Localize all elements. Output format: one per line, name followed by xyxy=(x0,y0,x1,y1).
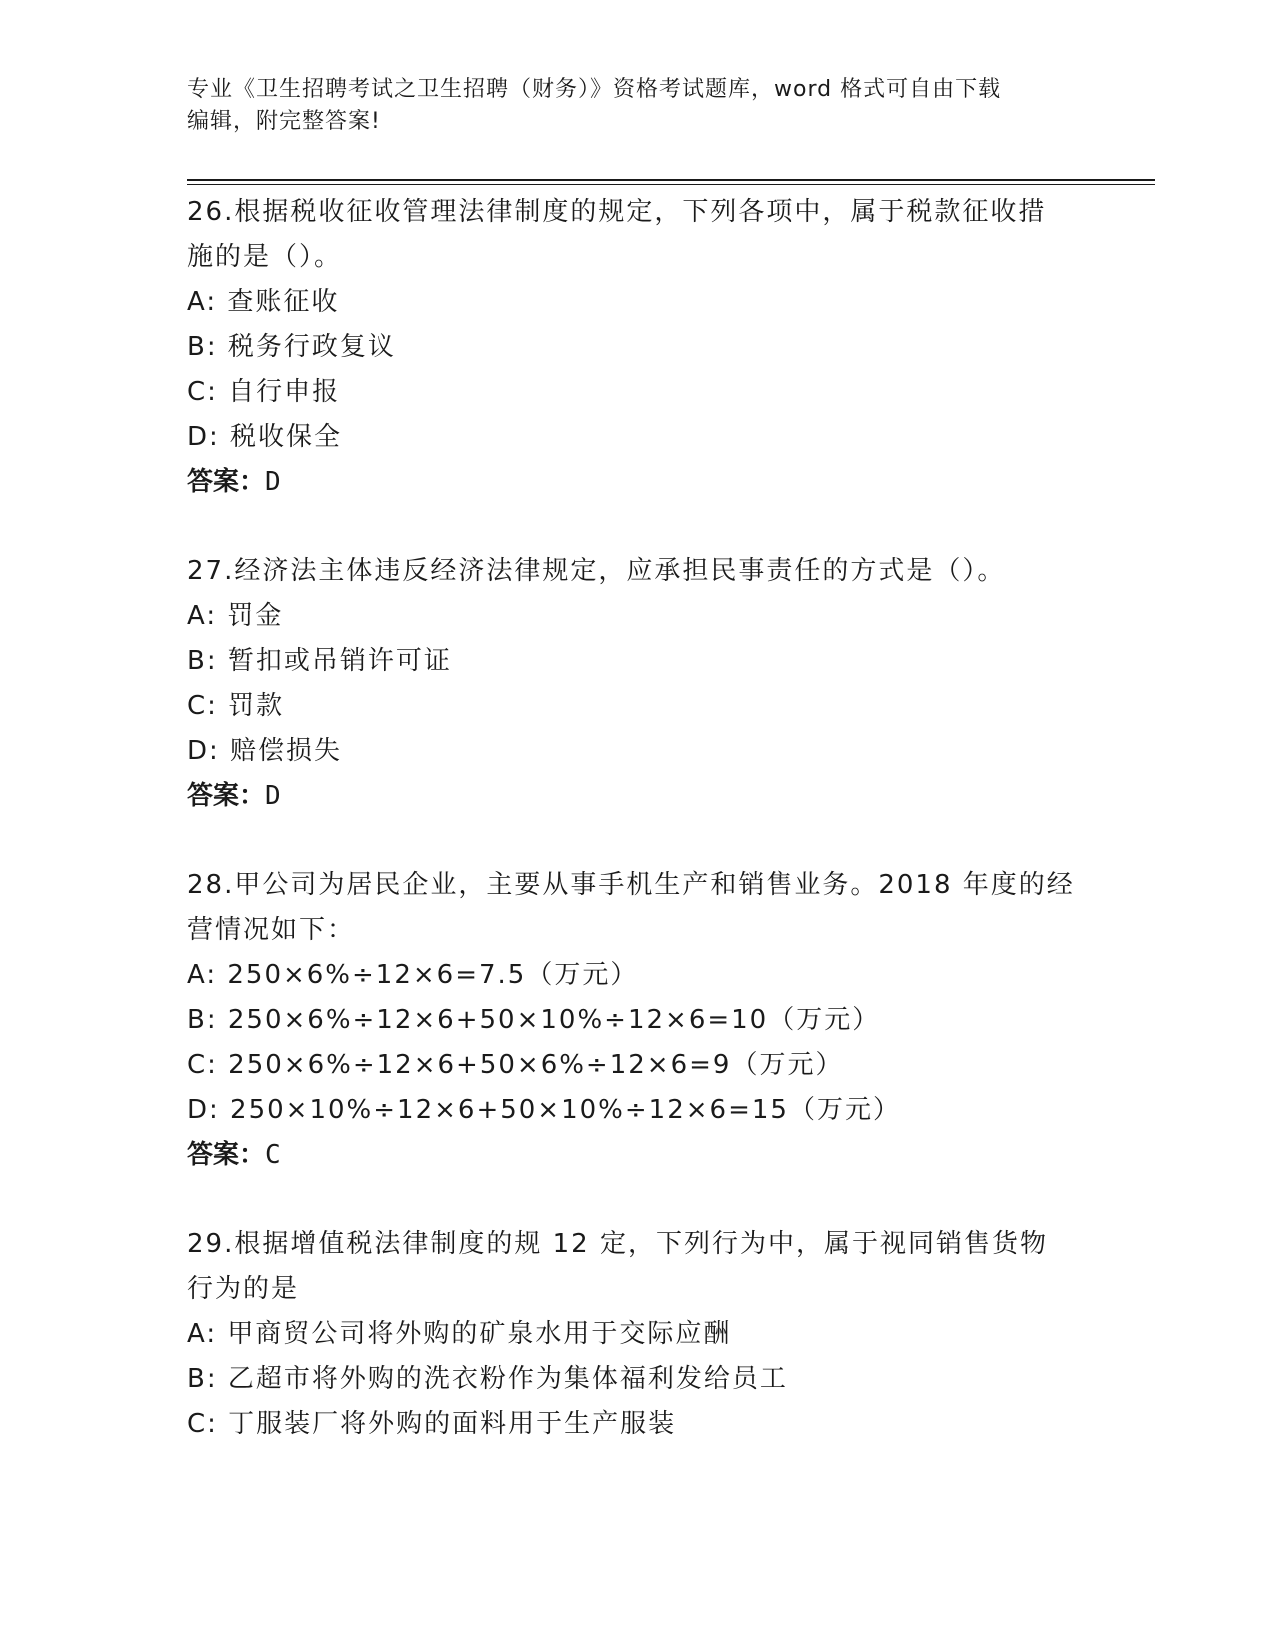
option-b: B: 乙超市将外购的洗衣粉作为集体福利发给员工 xyxy=(187,1364,788,1394)
answer-value: D xyxy=(265,781,281,811)
option-a: A: 罚金 xyxy=(187,601,284,631)
question-stem: 28.甲公司为居民企业，主要从事手机生产和销售业务。2018 年度的经 xyxy=(187,870,1075,900)
option-a: A: 甲商贸公司将外购的矿泉水用于交际应酬 xyxy=(187,1319,732,1349)
answer-value: D xyxy=(265,467,281,497)
option-a: A: 查账征收 xyxy=(187,287,340,317)
answer-line xyxy=(187,774,1087,819)
option-c: C: 丁服装厂将外购的面料用于生产服装 xyxy=(187,1409,677,1439)
option-d: D: 税收保全 xyxy=(187,422,343,452)
question-list xyxy=(187,190,1087,1491)
question-stem-continued: 行为的是 xyxy=(187,1274,300,1304)
answer-line xyxy=(187,1133,1087,1178)
question-29 xyxy=(187,1222,1087,1447)
option-c: C: 罚款 xyxy=(187,691,285,721)
option-d: D: 250×10%÷12×6+50×10%÷12×6=15（万元） xyxy=(187,1095,901,1125)
answer-value: C xyxy=(265,1140,281,1170)
header-line-2: 编辑，附完整答案! xyxy=(187,109,381,134)
option-b: B: 250×6%÷12×6+50×10%÷12×6=10（万元） xyxy=(187,1005,881,1035)
header-divider-thin xyxy=(187,184,1155,185)
answer-line xyxy=(187,460,1087,505)
answer-label: 答案： xyxy=(187,467,266,497)
header-divider-thick xyxy=(187,179,1155,181)
option-c: C: 250×6%÷12×6+50×6%÷12×6=9（万元） xyxy=(187,1050,844,1080)
question-28 xyxy=(187,863,1087,1178)
question-stem-continued: 营情况如下： xyxy=(187,915,356,945)
header-note xyxy=(187,74,1087,138)
question-stem: 29.根据增值税法律制度的规 12 定，下列行为中，属于视同销售货物 xyxy=(187,1229,1048,1259)
question-stem: 26.根据税收征收管理法律制度的规定，下列各项中，属于税款征收措 xyxy=(187,197,1047,227)
question-stem: 27.经济法主体违反经济法律规定，应承担民事责任的方式是（）。 xyxy=(187,556,1006,586)
option-d: D: 赔偿损失 xyxy=(187,736,343,766)
question-27 xyxy=(187,549,1087,819)
option-b: B: 税务行政复议 xyxy=(187,332,396,362)
answer-label: 答案： xyxy=(187,1140,266,1170)
answer-label: 答案： xyxy=(187,781,266,811)
question-26 xyxy=(187,190,1087,505)
option-a: A: 250×6%÷12×6=7.5（万元） xyxy=(187,960,639,990)
option-c: C: 自行申报 xyxy=(187,377,341,407)
question-stem-continued: 施的是（）。 xyxy=(187,242,343,272)
header-line-1: 专业《卫生招聘考试之卫生招聘（财务）》资格考试题库，word 格式可自由下载 xyxy=(187,77,1002,102)
option-b: B: 暂扣或吊销许可证 xyxy=(187,646,452,676)
